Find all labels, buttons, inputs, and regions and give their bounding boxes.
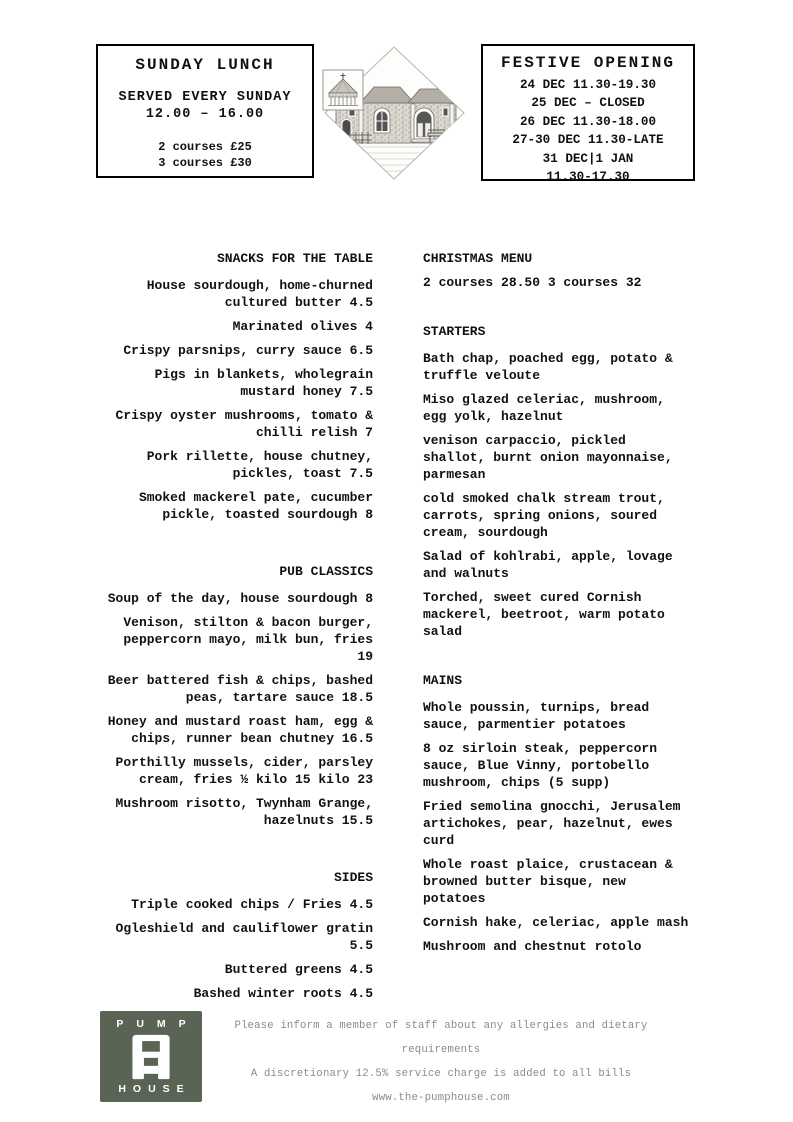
- festive-hours-line: 11.30-17.30: [546, 170, 630, 185]
- section-title-mains: MAINS: [423, 673, 463, 688]
- menu-item: Crispy oyster mushrooms, tomato & chilli relish 7: [115, 408, 373, 440]
- christmas-menu-title: CHRISTMAS MENU: [423, 251, 533, 266]
- menu-item: 8 oz sirloin steak, peppercorn sauce, Blue Vinny, portobello mushroom, chips (5 supp): [423, 741, 658, 790]
- footer-notes: [196, 1014, 686, 1110]
- menu-item: Whole roast plaice, crustacean & browned butter bisque, new potatoes: [423, 857, 673, 906]
- festive-opening-title: FESTIVE OPENING: [500, 54, 676, 72]
- menu-item: Torched, sweet cured Cornish mackerel, beetroot, warm potato salad: [423, 590, 665, 639]
- section-title-sides: SIDES: [333, 870, 373, 885]
- pump-house-monogram-icon: [128, 1034, 174, 1080]
- festive-hours-line: 25 DEC – CLOSED: [531, 96, 645, 111]
- website-url: www.the-pumphouse.com: [372, 1092, 510, 1104]
- menu-column-right: [423, 250, 695, 962]
- menu-item: Triple cooked chips / Fries 4.5: [131, 897, 373, 912]
- menu-item: Fried semolina gnocchi, Jerusalem artichokes, pear, hazelnut, ewes curd: [423, 799, 681, 848]
- menu-item: Mushroom and chestnut rotolo: [423, 939, 642, 954]
- menu-item: Whole poussin, turnips, bread sauce, parmentier potatoes: [423, 700, 650, 732]
- festive-opening-box: [481, 44, 695, 185]
- turret-inset-sketch: [323, 70, 363, 110]
- sunday-lunch-price-2-courses: 2 courses £25: [158, 140, 252, 154]
- section-title-pub-classics: PUB CLASSICS: [279, 564, 373, 579]
- menu-item: Mushroom risotto, Twynham Grange, hazelnuts 15.5: [115, 796, 373, 828]
- logo-word-house: HOUSE: [118, 1083, 191, 1095]
- menu-item: House sourdough, home-churned cultured butter 4.5: [146, 278, 373, 310]
- festive-hours-line: 27-30 DEC 11.30-LATE: [512, 133, 664, 148]
- section-title-starters: STARTERS: [423, 324, 486, 339]
- menu-item: Pigs in blankets, wholegrain mustard honey 7.5: [154, 367, 373, 399]
- menu-item: Porthilly mussels, cider, parsley cream, fries ½ kilo 15 kilo 23: [115, 755, 373, 787]
- menu-item: cold smoked chalk stream trout, carrots, spring onions, soured cream, sourdough: [423, 491, 665, 540]
- menu-item: Salad of kohlrabi, apple, lovage and walnuts: [423, 549, 673, 581]
- menu-column-left: [103, 250, 373, 1009]
- menu-item: Smoked mackerel pate, cucumber pickle, toasted sourdough 8: [138, 490, 373, 522]
- pump-house-building-sketch: [316, 42, 470, 190]
- sunday-lunch-box: [96, 44, 314, 178]
- menu-item: Honey and mustard roast ham, egg & chips, runner bean chutney 16.5: [107, 714, 373, 746]
- menu-item: Bashed winter roots 4.5: [193, 986, 373, 1001]
- service-charge-notice: A discretionary 12.5% service charge is added to all bills: [250, 1068, 632, 1080]
- logo-word-pump: PUMP: [116, 1018, 199, 1030]
- menu-item: Buttered greens 4.5: [224, 962, 373, 977]
- christmas-menu-pricing: 2 courses 28.50 3 courses 32: [423, 275, 642, 290]
- menu-item: Venison, stilton & bacon burger, peppercorn mayo, milk bun, fries 19: [123, 615, 373, 664]
- allergies-notice: Please inform a member of staff about any allergies and dietary requirements: [234, 1020, 648, 1056]
- menu-item: Soup of the day, house sourdough 8: [107, 591, 373, 606]
- menu-item: Ogleshield and cauliflower gratin 5.5: [115, 921, 373, 953]
- menu-item: venison carpaccio, pickled shallot, burnt onion mayonnaise, parmesan: [423, 433, 673, 482]
- pump-house-logo: [100, 1011, 202, 1102]
- menu-item: Miso glazed celeriac, mushroom, egg yolk, hazelnut: [423, 392, 665, 424]
- menu-item: Marinated olives 4: [232, 319, 373, 334]
- menu-item: Beer battered fish & chips, bashed peas, tartare sauce 18.5: [107, 673, 373, 705]
- festive-hours-line: 26 DEC 11.30-18.00: [519, 114, 657, 129]
- menu-item: Pork rillette, house chutney, pickles, toast 7.5: [146, 449, 373, 481]
- sunday-lunch-title: SUNDAY LUNCH: [135, 56, 275, 74]
- festive-hours-line: 31 DEC|1 JAN: [542, 151, 634, 166]
- sunday-lunch-hours: 12.00 – 16.00: [145, 107, 265, 122]
- sunday-lunch-subtitle: SERVED EVERY SUNDAY: [118, 90, 292, 105]
- menu-item: Crispy parsnips, curry sauce 6.5: [123, 343, 373, 358]
- festive-hours-line: 24 DEC 11.30-19.30: [519, 78, 657, 92]
- section-title-snacks: SNACKS FOR THE TABLE: [216, 251, 373, 266]
- building-sketch-illustration: [316, 42, 470, 190]
- menu-item: Cornish hake, celeriac, apple mash: [423, 915, 689, 930]
- menu-item: Bath chap, poached egg, potato & truffle veloute: [423, 351, 673, 383]
- sunday-lunch-price-3-courses: 3 courses £30: [158, 156, 252, 170]
